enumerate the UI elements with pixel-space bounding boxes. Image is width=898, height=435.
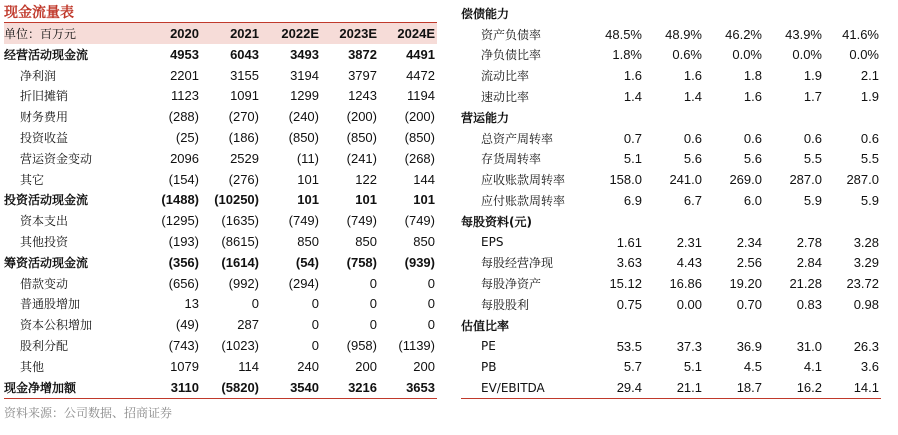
cell-value: 3493 [290, 46, 319, 62]
ratio-row [461, 128, 881, 149]
cell-value: (54) [295, 254, 319, 270]
cell-value: 4953 [170, 46, 199, 62]
cell-value: (11) [296, 150, 319, 166]
row-label: 每股净资产 [481, 277, 542, 292]
cell-value: 5.6 [683, 151, 702, 167]
cashflow-row [4, 377, 437, 398]
cell-value: 5.5 [803, 151, 822, 167]
section-title: 偿债能力 [461, 6, 510, 21]
row-label: 总资产周转率 [481, 131, 554, 146]
cashflow-row [4, 44, 437, 65]
ratio-section-row [461, 315, 881, 336]
cell-value: 3194 [290, 67, 319, 83]
cell-value: 2.84 [796, 255, 822, 271]
ratios-bottom-rule [461, 398, 881, 399]
cell-value: (958) [346, 338, 377, 354]
cell-value: (200) [346, 109, 377, 125]
year-header: 2022E [261, 23, 321, 44]
row-label: 净负债比率 [481, 48, 542, 63]
cell-value [824, 211, 881, 232]
cell-value: (743) [168, 338, 199, 354]
cell-value: 4.5 [743, 359, 762, 375]
cell-value: 0 [311, 296, 319, 312]
ratio-row [461, 190, 881, 211]
cell-value: 3.28 [853, 234, 879, 250]
ratio-row [461, 357, 881, 378]
cell-value: 850 [413, 234, 435, 250]
row-label: 普通股增加 [20, 297, 81, 312]
cell-value: (939) [404, 254, 435, 270]
cell-value: 2.56 [736, 255, 762, 271]
cell-value: 2.78 [796, 234, 822, 250]
cell-value: 0.00 [676, 297, 702, 313]
row-label: 借款变动 [20, 276, 69, 291]
cell-value: 1.6 [683, 68, 702, 84]
cell-value: (276) [228, 171, 259, 187]
cell-value: (850) [346, 130, 377, 146]
cell-value: (1295) [161, 213, 199, 229]
cell-value: 1.9 [803, 68, 822, 84]
cell-value: 0.6 [860, 130, 879, 146]
cell-value: (25) [175, 130, 199, 146]
cashflow-row [4, 294, 437, 315]
cell-value: 241.0 [669, 172, 702, 188]
cell-value: 3.29 [853, 255, 879, 271]
cell-value [824, 315, 881, 336]
cell-value: 43.9% [785, 26, 822, 42]
cashflow-row [4, 273, 437, 294]
source-note: 资料来源：公司数据、招商证券 [4, 406, 173, 420]
cell-value: 850 [297, 234, 319, 250]
cell-value [764, 211, 824, 232]
cell-value: (240) [288, 109, 319, 125]
cell-value: 4491 [406, 46, 435, 62]
cell-value: 36.9 [736, 338, 762, 354]
row-label: 资产负债率 [481, 27, 542, 42]
cell-value: 0.70 [736, 297, 762, 313]
cell-value: 0 [251, 296, 259, 312]
cell-value: 122 [355, 171, 377, 187]
cell-value: 4.1 [803, 359, 822, 375]
cell-value: 1.61 [616, 234, 642, 250]
cell-value [586, 315, 644, 336]
cell-value: 1.4 [683, 89, 702, 105]
cell-value: 101 [297, 171, 319, 187]
cashflow-row [4, 210, 437, 231]
cell-value: (49) [175, 317, 199, 333]
row-label: 应收账款周转率 [481, 173, 566, 188]
cell-value: 0.6 [803, 130, 822, 146]
ratio-row [461, 232, 881, 253]
cell-value [704, 107, 764, 128]
cell-value: (10250) [214, 192, 259, 208]
ratio-row [461, 169, 881, 190]
cell-value: 4.43 [676, 255, 702, 271]
cell-value: (8615) [221, 234, 259, 250]
row-label: 投资收益 [20, 131, 69, 146]
row-label: 筹资活动现金流 [4, 255, 89, 270]
cell-value [764, 3, 824, 24]
row-label: 资本支出 [20, 214, 69, 229]
row-label: 流动比率 [481, 69, 530, 84]
cell-value [764, 107, 824, 128]
cell-value: 0 [311, 338, 319, 354]
ratio-row [461, 336, 881, 357]
unit-label: 单位：百万元 [4, 23, 142, 44]
section-title: 估值比率 [461, 318, 510, 333]
ratio-section-row [461, 3, 881, 24]
row-label: 其他投资 [20, 235, 69, 250]
cell-value: 101 [297, 192, 319, 208]
cell-value: 287.0 [789, 172, 822, 188]
cell-value: 21.1 [676, 380, 702, 396]
cell-value: 48.5% [605, 26, 642, 42]
cashflow-row [4, 190, 437, 211]
cell-value: 15.12 [609, 276, 642, 292]
cell-value: 3110 [170, 379, 199, 395]
cell-value: 3.6 [860, 359, 879, 375]
cashflow-row [4, 356, 437, 377]
ratio-row [461, 65, 881, 86]
cell-value: 2.1 [860, 68, 879, 84]
row-label: 财务费用 [20, 110, 69, 125]
ratio-row [461, 273, 881, 294]
cell-value: 3216 [348, 379, 377, 395]
cell-value: 6.7 [683, 193, 702, 209]
cell-value: (1635) [221, 213, 259, 229]
row-label: 其他 [20, 359, 45, 374]
cell-value: 0 [369, 275, 377, 291]
cashflow-row [4, 106, 437, 127]
cell-value: 2529 [230, 150, 259, 166]
cell-value: 18.7 [736, 380, 762, 396]
cell-value: 46.2% [725, 26, 762, 42]
cashflow-row [4, 335, 437, 356]
ratio-row [461, 45, 881, 66]
cell-value: 101 [413, 192, 435, 208]
row-label: 投资活动现金流 [4, 193, 89, 208]
cell-value: (200) [404, 109, 435, 125]
cell-value: 2.31 [676, 234, 702, 250]
cell-value: 14.1 [853, 380, 879, 396]
cell-value: (1488) [161, 192, 199, 208]
cell-value: 1091 [230, 88, 259, 104]
cell-value: 0.6 [743, 130, 762, 146]
cashflow-row [4, 314, 437, 335]
cell-value [586, 107, 644, 128]
cell-value: 0.0% [732, 47, 762, 63]
row-label: EV/EBITDA [481, 380, 545, 395]
cell-value: (5820) [221, 379, 259, 395]
cell-value: 5.9 [860, 193, 879, 209]
row-label: 现金净增加额 [4, 380, 77, 395]
cell-value: 4472 [406, 67, 435, 83]
row-label: 经营活动现金流 [4, 47, 89, 62]
cell-value: 16.2 [796, 380, 822, 396]
cell-value: 0.83 [796, 297, 822, 313]
row-label: 每股经营净现 [481, 256, 554, 271]
cell-value: 2096 [170, 150, 199, 166]
cell-value: (186) [228, 130, 259, 146]
cashflow-bottom-rule [4, 398, 437, 399]
cell-value: 5.5 [860, 151, 879, 167]
cashflow-row [4, 252, 437, 273]
cell-value [586, 211, 644, 232]
row-label: 存货周转率 [481, 152, 542, 167]
cell-value: (749) [288, 213, 319, 229]
cell-value [644, 315, 704, 336]
cell-value: 0.0% [792, 47, 822, 63]
row-label: 营运资金变动 [20, 151, 93, 166]
cell-value: 21.28 [789, 276, 822, 292]
cell-value: 3872 [348, 46, 377, 62]
cell-value: (154) [168, 171, 199, 187]
cell-value [644, 3, 704, 24]
cell-value: 144 [413, 171, 435, 187]
cell-value: 2.34 [736, 234, 762, 250]
cell-value: 3797 [348, 67, 377, 83]
cell-value: 6.0 [743, 193, 762, 209]
cell-value: 1079 [170, 358, 199, 374]
row-label: 资本公积增加 [20, 318, 93, 333]
cell-value: 0 [311, 317, 319, 333]
year-header: 2024E [379, 23, 437, 44]
cell-value: 13 [184, 296, 199, 312]
cell-value: (268) [404, 150, 435, 166]
row-label: 股利分配 [20, 339, 69, 354]
row-label: PB [481, 359, 497, 374]
ratio-row [461, 149, 881, 170]
cell-value [644, 211, 704, 232]
cashflow-row [4, 65, 437, 86]
cell-value: 1.9 [860, 89, 879, 105]
cell-value: 0 [427, 296, 435, 312]
row-label: 净利润 [20, 68, 57, 83]
cell-value: (270) [228, 109, 259, 125]
cell-value: 0.0% [849, 47, 879, 63]
row-label: 折旧摊销 [20, 89, 69, 104]
cell-value: 1194 [407, 88, 435, 104]
cell-value: 6.9 [623, 193, 642, 209]
cell-value: 1.4 [623, 89, 642, 105]
cell-value [644, 107, 704, 128]
row-label: 其它 [20, 172, 45, 187]
cell-value: 0.6 [683, 130, 702, 146]
cell-value: 200 [355, 358, 377, 374]
page-title: 现金流量表 [4, 5, 74, 21]
cashflow-table [4, 23, 437, 398]
cell-value: 5.6 [743, 151, 762, 167]
cell-value: 48.9% [665, 26, 702, 42]
cell-value: 1299 [290, 88, 319, 104]
cell-value: (749) [346, 213, 377, 229]
row-label: 每股股利 [481, 298, 530, 313]
row-label: PE [481, 339, 496, 354]
cell-value: 53.5 [616, 338, 642, 354]
ratio-section-row [461, 107, 881, 128]
cell-value: 240 [297, 358, 319, 374]
cell-value [824, 107, 881, 128]
cell-value: 16.86 [669, 276, 702, 292]
cell-value: 101 [355, 192, 377, 208]
row-label: 速动比率 [481, 90, 530, 105]
cell-value: 19.20 [729, 276, 762, 292]
cell-value [704, 315, 764, 336]
ratio-row [461, 294, 881, 315]
cell-value [824, 3, 881, 24]
cell-value: (656) [168, 275, 199, 291]
cell-value: 3.63 [616, 255, 642, 271]
cell-value: 3155 [230, 67, 259, 83]
cell-value: 1.6 [743, 89, 762, 105]
year-header: 2021 [201, 23, 261, 44]
cell-value: 287 [237, 317, 259, 333]
ratio-row [461, 377, 881, 398]
cell-value: (1139) [398, 338, 435, 354]
cell-value: 6043 [230, 46, 259, 62]
cell-value: (850) [288, 130, 319, 146]
cashflow-header-row [4, 23, 437, 44]
cell-value: 41.6% [842, 26, 879, 42]
cashflow-row [4, 148, 437, 169]
cell-value: 0.98 [853, 297, 879, 313]
ratio-row [461, 24, 881, 45]
cell-value [764, 315, 824, 336]
year-header: 2020 [142, 23, 201, 44]
cell-value: 23.72 [846, 276, 879, 292]
cell-value: 0.75 [616, 297, 642, 313]
ratio-section-row [461, 211, 881, 232]
cell-value: 114 [238, 358, 259, 374]
cell-value: 1.7 [803, 89, 822, 105]
cell-value: 1123 [171, 88, 199, 104]
cell-value: 5.9 [803, 193, 822, 209]
cell-value: 37.3 [676, 338, 702, 354]
cell-value: 269.0 [729, 172, 762, 188]
cell-value: 26.3 [853, 338, 879, 354]
cashflow-row [4, 86, 437, 107]
ratios-table [461, 3, 881, 398]
cell-value: 5.1 [623, 151, 642, 167]
ratio-row [461, 253, 881, 274]
cell-value: 1.8% [612, 47, 642, 63]
cell-value [586, 3, 644, 24]
cell-value: 3540 [290, 379, 319, 395]
ratio-row [461, 86, 881, 107]
section-title: 营运能力 [461, 110, 510, 125]
cell-value: 850 [355, 234, 377, 250]
cell-value: (356) [168, 254, 199, 270]
cell-value: (758) [346, 254, 377, 270]
cell-value: (294) [288, 275, 319, 291]
cashflow-row [4, 127, 437, 148]
cell-value: (749) [404, 213, 435, 229]
cell-value: 29.4 [616, 380, 642, 396]
cell-value: 3653 [406, 379, 435, 395]
cell-value: 287.0 [846, 172, 879, 188]
cell-value: (1023) [221, 338, 259, 354]
cell-value: 5.7 [623, 359, 642, 375]
cell-value: 0.7 [623, 130, 642, 146]
cell-value: 0 [427, 317, 435, 333]
cell-value: 0.6% [672, 47, 702, 63]
cell-value: 2201 [170, 67, 199, 83]
cell-value: 5.1 [683, 359, 702, 375]
cell-value: 0 [369, 296, 377, 312]
cell-value: 0 [427, 275, 435, 291]
cell-value: 1.8 [743, 68, 762, 84]
cell-value: 0 [369, 317, 377, 333]
cell-value [704, 211, 764, 232]
cell-value: (850) [404, 130, 435, 146]
row-label: 应付账款周转率 [481, 194, 566, 209]
cell-value: 1243 [348, 88, 377, 104]
section-title: 每股资料(元) [461, 214, 532, 229]
cashflow-row [4, 231, 437, 252]
cell-value: (1614) [221, 254, 259, 270]
cell-value: (241) [346, 150, 377, 166]
cell-value: (288) [168, 109, 199, 125]
cell-value: 31.0 [796, 338, 822, 354]
cashflow-row [4, 169, 437, 190]
cell-value: 158.0 [609, 172, 642, 188]
cell-value: (193) [168, 234, 199, 250]
year-header: 2023E [321, 23, 379, 44]
row-label: EPS [481, 235, 504, 250]
cell-value: 1.6 [623, 68, 642, 84]
cell-value [704, 3, 764, 24]
cell-value: 200 [413, 358, 435, 374]
cell-value: (992) [228, 275, 259, 291]
